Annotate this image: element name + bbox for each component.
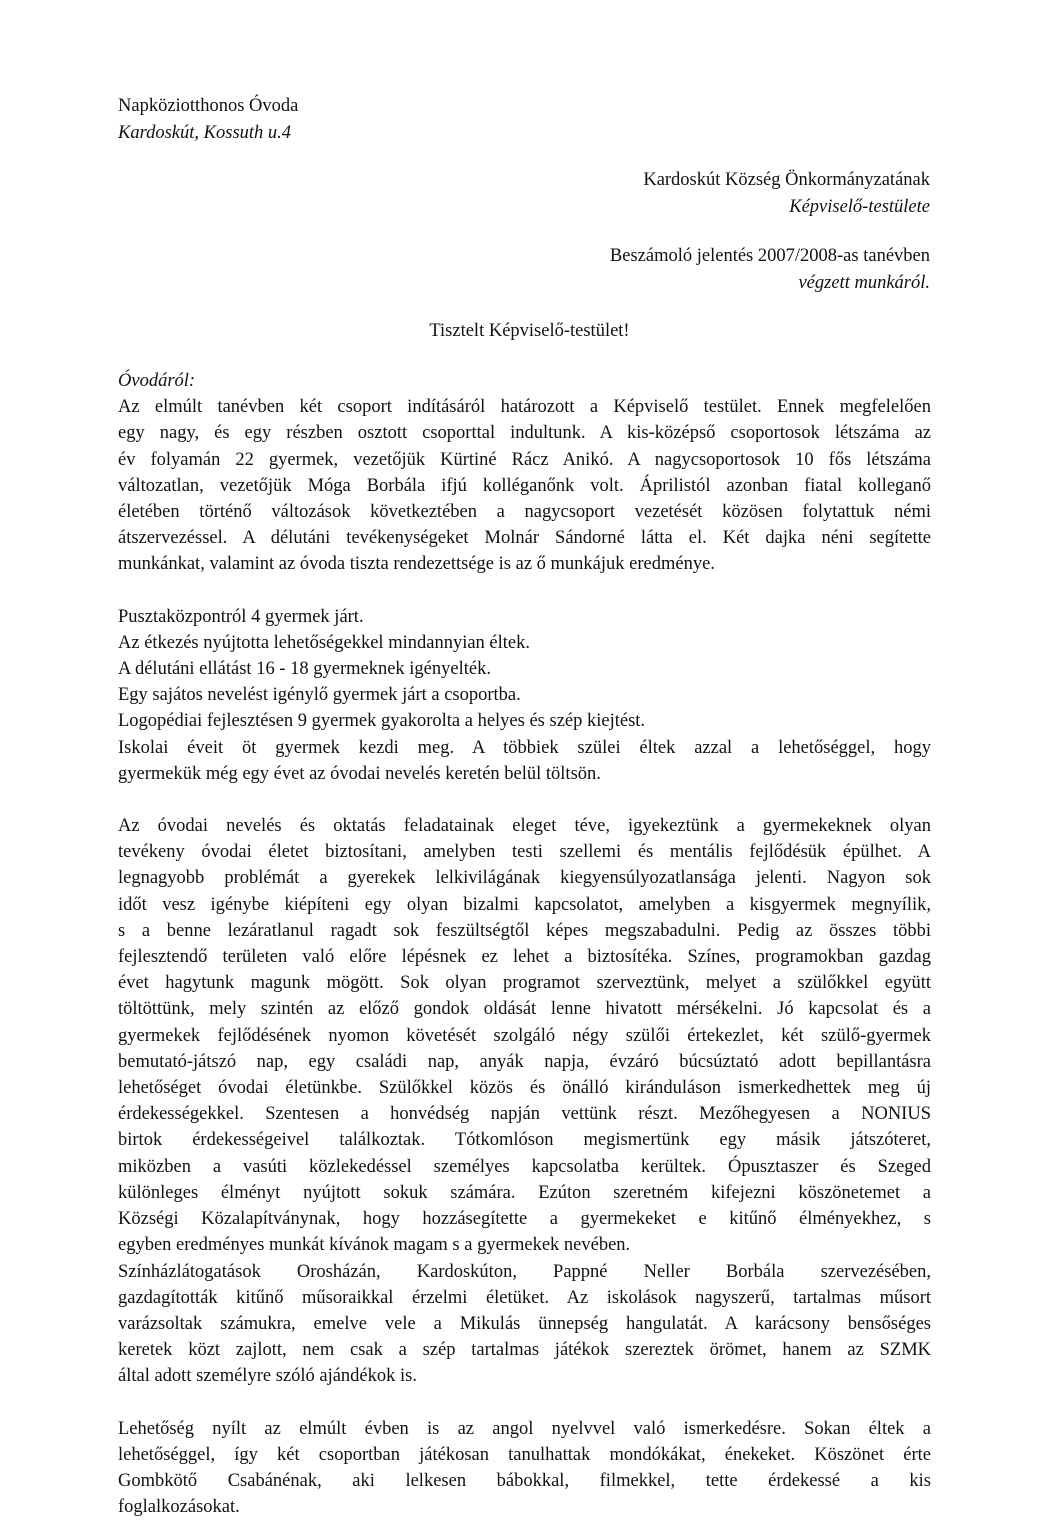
- text-line: Gombkötő Csabánénak, aki lelkesen bábokkal, filmekkel, tette érdekessé a kis: [118, 1470, 931, 1491]
- text-line: Az elmúlt tanévben két csoport indításáról határozott a Képviselő testület. Ennek megfelelően: [118, 397, 931, 418]
- text-line: év folyamán 22 gyermek, vezetőjük Kürtiné Rácz Anikó. A nagycsoportosok 10 fős létszáma: [118, 449, 931, 470]
- text-line: különleges élményt nyújtott sokuk számára. Ezúton szeretném kifejezni köszönetemet a: [118, 1182, 931, 1203]
- text-line: tevékeny óvodai életet biztosítani, amelyben testi szellemi és mentális fejlődésük épülhet. A: [118, 842, 931, 863]
- paragraph-english: [118, 1416, 931, 1520]
- sender-block: [118, 93, 298, 147]
- text-line: lehetőséggel, így két csoportban játékosan tanulhattak mondókákat, énekeket. Köszönet érte: [118, 1444, 931, 1465]
- text-line: változatlan, vezetőjük Móga Borbála ifjú kolléganőnk volt. Áprilistól azonban fiatal kolleganő: [118, 475, 931, 496]
- text-line: Színházlátogatások Orosházán, Kardoskúton, Pappné Neller Borbála szervezésében,: [118, 1261, 931, 1282]
- text-line: fejlesztendő területen való előre lépésnek ez lehet a biztosítéka. Színes, programokban gazdag: [118, 947, 931, 968]
- subject-line-2: végzett munkáról.: [798, 273, 930, 293]
- text-line: birtok érdekességeivel találkoztak. Tótkomlóson megismertünk egy másik játszóteret,: [118, 1130, 931, 1151]
- subject-block: [610, 243, 930, 297]
- text-line: A délutáni ellátást 16 - 18 gyermeknek igényelték.: [118, 659, 491, 680]
- text-line: életében történő változások következtében a nagycsoport vezetését közösen folytattuk némi: [118, 502, 931, 523]
- text-line: Pusztaközpontról 4 gyermek járt.: [118, 606, 364, 627]
- text-line: egyben eredményes munkát kívánok magam s a gyermekek nevében.: [118, 1235, 631, 1256]
- addressee-line-2: Képviselő-testülete: [789, 197, 930, 217]
- section-heading: Óvodáról:: [118, 371, 196, 391]
- text-line: évet hagytunk magunk mögött. Sok olyan programot szerveztünk, melyet a szülőkkel együtt: [118, 973, 931, 994]
- text-line: gazdagították kitűnő műsoraikkal érzelmi életüket. Az iskolások nagyszerű, tartalmas műsort: [118, 1287, 931, 1308]
- text-line: által adott személyre szóló ajándékok is.: [118, 1366, 417, 1387]
- paragraph-facts: [118, 604, 931, 787]
- text-line: bemutató-játszó nap, egy családi nap, anyák napja, évzáró búcsúztató adott bepillantásra: [118, 1051, 931, 1072]
- text-line: Az óvodai nevelés és oktatás feladatainak eleget téve, igyekeztünk a gyermekeknek olyan: [118, 816, 931, 837]
- paragraph-staffing: [118, 394, 931, 577]
- text-line: legnagyobb problémát a gyerekek lelkivilágának kiegyensúlyozatlansága jelenti. Nagyon sok: [118, 868, 931, 889]
- text-line: Iskolai éveit öt gyermek kezdi meg. A többiek szülei éltek azzal a lehetőséggel, hogy: [118, 737, 931, 758]
- text-line: Egy sajátos nevelést igénylő gyermek járt a csoportba.: [118, 685, 521, 706]
- text-line: gyermekük még egy évet az óvodai nevelés keretén belül töltsön.: [118, 763, 601, 784]
- text-line: Községi Közalapítványnak, hogy hozzásegítette a gyermekeket e kitűnő élményekhez, s: [118, 1209, 931, 1230]
- text-line: Logopédiai fejlesztésen 9 gyermek gyakorolta a helyes és szép kiejtést.: [118, 711, 646, 732]
- letter-body: [118, 368, 931, 1520]
- text-line: keretek közt zajlott, nem csak a szép tartalmas játékok szereztek örömet, hanem az SZMK: [118, 1340, 931, 1361]
- text-line: miközben a vasúti közlekedéssel személyes kapcsolatba kerültek. Ópusztaszer és Szeged: [118, 1156, 931, 1177]
- sender-name: Napköziotthonos Óvoda: [118, 96, 299, 116]
- sender-address: Kardoskút, Kossuth u.4: [118, 123, 292, 143]
- salutation: Tisztelt Képviselő-testület!: [429, 321, 630, 341]
- text-line: s a benne lezáratlanul ragadt sok feszültségtől képes megszabadulni. Pedig az összes többi: [118, 920, 931, 941]
- text-line: Az étkezés nyújtotta lehetőségekkel mindannyian éltek.: [118, 632, 530, 653]
- text-line: töltöttünk, mely szintén az előző gondok oldását lenne hivatott mérsékelni. Jó kapcsolat és a: [118, 999, 931, 1020]
- text-line: foglalkozásokat.: [118, 1497, 240, 1518]
- text-line: varázsoltak számukra, emelve vele a Mikulás ünnepség hangulatát. A karácsony bensőséges: [118, 1313, 931, 1334]
- addressee-block: [643, 167, 930, 221]
- text-line: munkánkat, valamint az óvoda tiszta rendezettsége is az ő munkájuk eredménye.: [118, 554, 715, 575]
- text-line: egy nagy, és egy részben osztott csoporttal indultunk. A kis-középső csoportosok létszáma az: [118, 423, 931, 444]
- text-line: gyermekek fejlődésének nyomon követését szolgáló négy szülői értekezlet, két szülő-gyermek: [118, 1025, 931, 1046]
- paragraph-programs: [118, 813, 931, 1389]
- subject-line-1: Beszámoló jelentés 2007/2008-as tanévben: [609, 246, 930, 266]
- text-line: érdekességekkel. Szentesen a honvédség napján vettünk részt. Mezőhegyesen a NONIUS: [118, 1104, 931, 1125]
- text-line: lehetőséget óvodai életünkbe. Szülőkkel közös és önálló kiránduláson ismerkedhettek meg új: [118, 1078, 931, 1099]
- text-line: időt vesz igénybe kiépíteni egy olyan bizalmi kapcsolatot, amelyben a kisgyermek megnyílik,: [118, 894, 931, 915]
- addressee-line-1: Kardoskút Község Önkormányzatának: [643, 170, 930, 190]
- text-line: Lehetőség nyílt az elmúlt évben is az angol nyelvvel való ismerkedésre. Sokan éltek a: [118, 1418, 931, 1439]
- text-line: átszervezéssel. A délutáni tevékenységeket Molnár Sándorné látta el. Két dajka néni segítette: [118, 528, 931, 549]
